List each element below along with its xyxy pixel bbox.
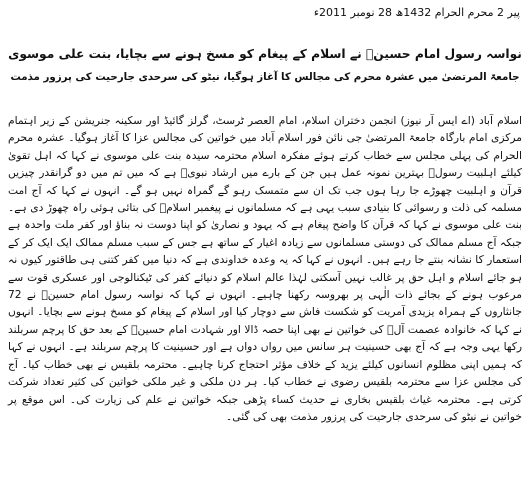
dateline: پیر 2 محرم الحرام 1432ھ 28 نومبر 2011ء [313,6,520,19]
sub-headline: جامعۃ المرتضیٰ میں عشرہ محرم کی مجالس کا آغاز ہوگیا، نیٹو کی سرحدی جارحیت کی پرزور مذمت [10,71,520,83]
article-body: اسلام آباد (اے ایس آر نیوز) انجمن دختران اسلام، امام العصر ٹرسٹ، گرلز گائیڈ اور سکینہ جنریشن کے زیر اہتمام مرکزی امام بارگاہ جامعۃ المرتضیٰ جی نائن فور اسلام آباد میں خواتین کی مجالس عزا کا آغاز ہوگیا۔ عشرہ محرم الحرام کی پہلی مجلس سے خطاب کرتے ہوئے مفکرہ اسلام محترمہ سیدہ بنت علی موسوی نے کہا کہ اہل تقویٰ کیلئے اہلبیت رسولؐ بہترین نمونہ عمل ہیں جن کے بارے میں ارشاد نبویؐ ہے کہ میں تم میں دو گرانقدر چیزیں قرآن و اہلبیت چھوڑے جا رہا ہوں جب تک ان سے متمسک رہو گے گمراہ نہیں ہو گے۔ انہوں نے کہا کہ آج امت مسلمہ کی ذلت و رسوائی کا بنیادی سبب یہی ہے کہ مسلمانوں نے پیغمبر اسلامؐ کی بتائی ہوئی راہ چھوڑ دی ہے۔ بنت علی موسوی نے کہا کہ قرآن کا واضح پیغام ہے کہ یہود و نصاریٰ کو اپنا دوست نہ بناؤ اور کفر ملت واحدہ ہے جبکہ آج مسلم ممالک کی دوستی مسلمانوں سے زیادہ اغیار کے ساتھ ہے جس کے سبب مسلم ممالک ایک ایک کر کے استعمار کا نشانہ بنتے جا رہے ہیں۔ انہوں نے کہا کہ یہ وعدہ خداوندی ہے کہ دنیا میں کفر کتنی ہی طاقتور کیوں نہ ہو جائے اسلام و اہل حق پر غالب نہیں آسکتی لہٰذا عالم اسلام کو دنیائے کفر کی ٹیکنالوجی اور عسکری قوت سے مرعوب ہونے کے بجائے ذات الٰہی پر بھروسہ رکھنا چاہیے۔ انہوں نے کہا کہ نواسہ رسول امام حسینؑ نے 72 جانثاروں کے ہمراہ یزیدی آمریت کو شکست فاش سے دوچار کیا اور اسلام کے پیغام کو مسخ ہونے سے بچایا۔ انہوں نے کہا کہ خانوادہ عصمت آلؑ کی خواتین نے بھی اپنا حصہ ڈالا اور شہادت امام حسینؑ کے بعد حق کا پرچم سربلند رکھا یہی وجہ ہے کہ آج بھی حسینیت ہر سانس میں رواں دواں ہے اور حسینیت کا پرچم سربلند ہے۔ انہوں نے کہا کہ ہمیں اپنی مظلوم انسانوں کیلئے یزید کے خلاف مؤثر احتجاج کرنا چاہیے۔ محترمہ بلقیس نے بھی خطاب کیا۔ آج کی مجلس عزا سے محترمہ بلقیس رضوی نے خطاب کیا۔ ہر دن ملکی و غیر ملکی خواتین کی کثیر تعداد شرکت کرتی ہے۔ محترمہ غیاث بلقیس بخاری نے حدیث کساء پڑھی جبکہ خواتین نے علم کی زیارت کی۔ اس موقع پر خواتین نے نیٹو کی سرحدی جارحیت کی پرزور مذمت بھی کی گئی۔ [8,114,522,423]
main-headline: نواسہ رسول امام حسینؑ نے اسلام کے پیغام کو مسخ ہونے سے بچایا، بنت علی موسوی [8,47,522,61]
headline-block [8,42,522,88]
